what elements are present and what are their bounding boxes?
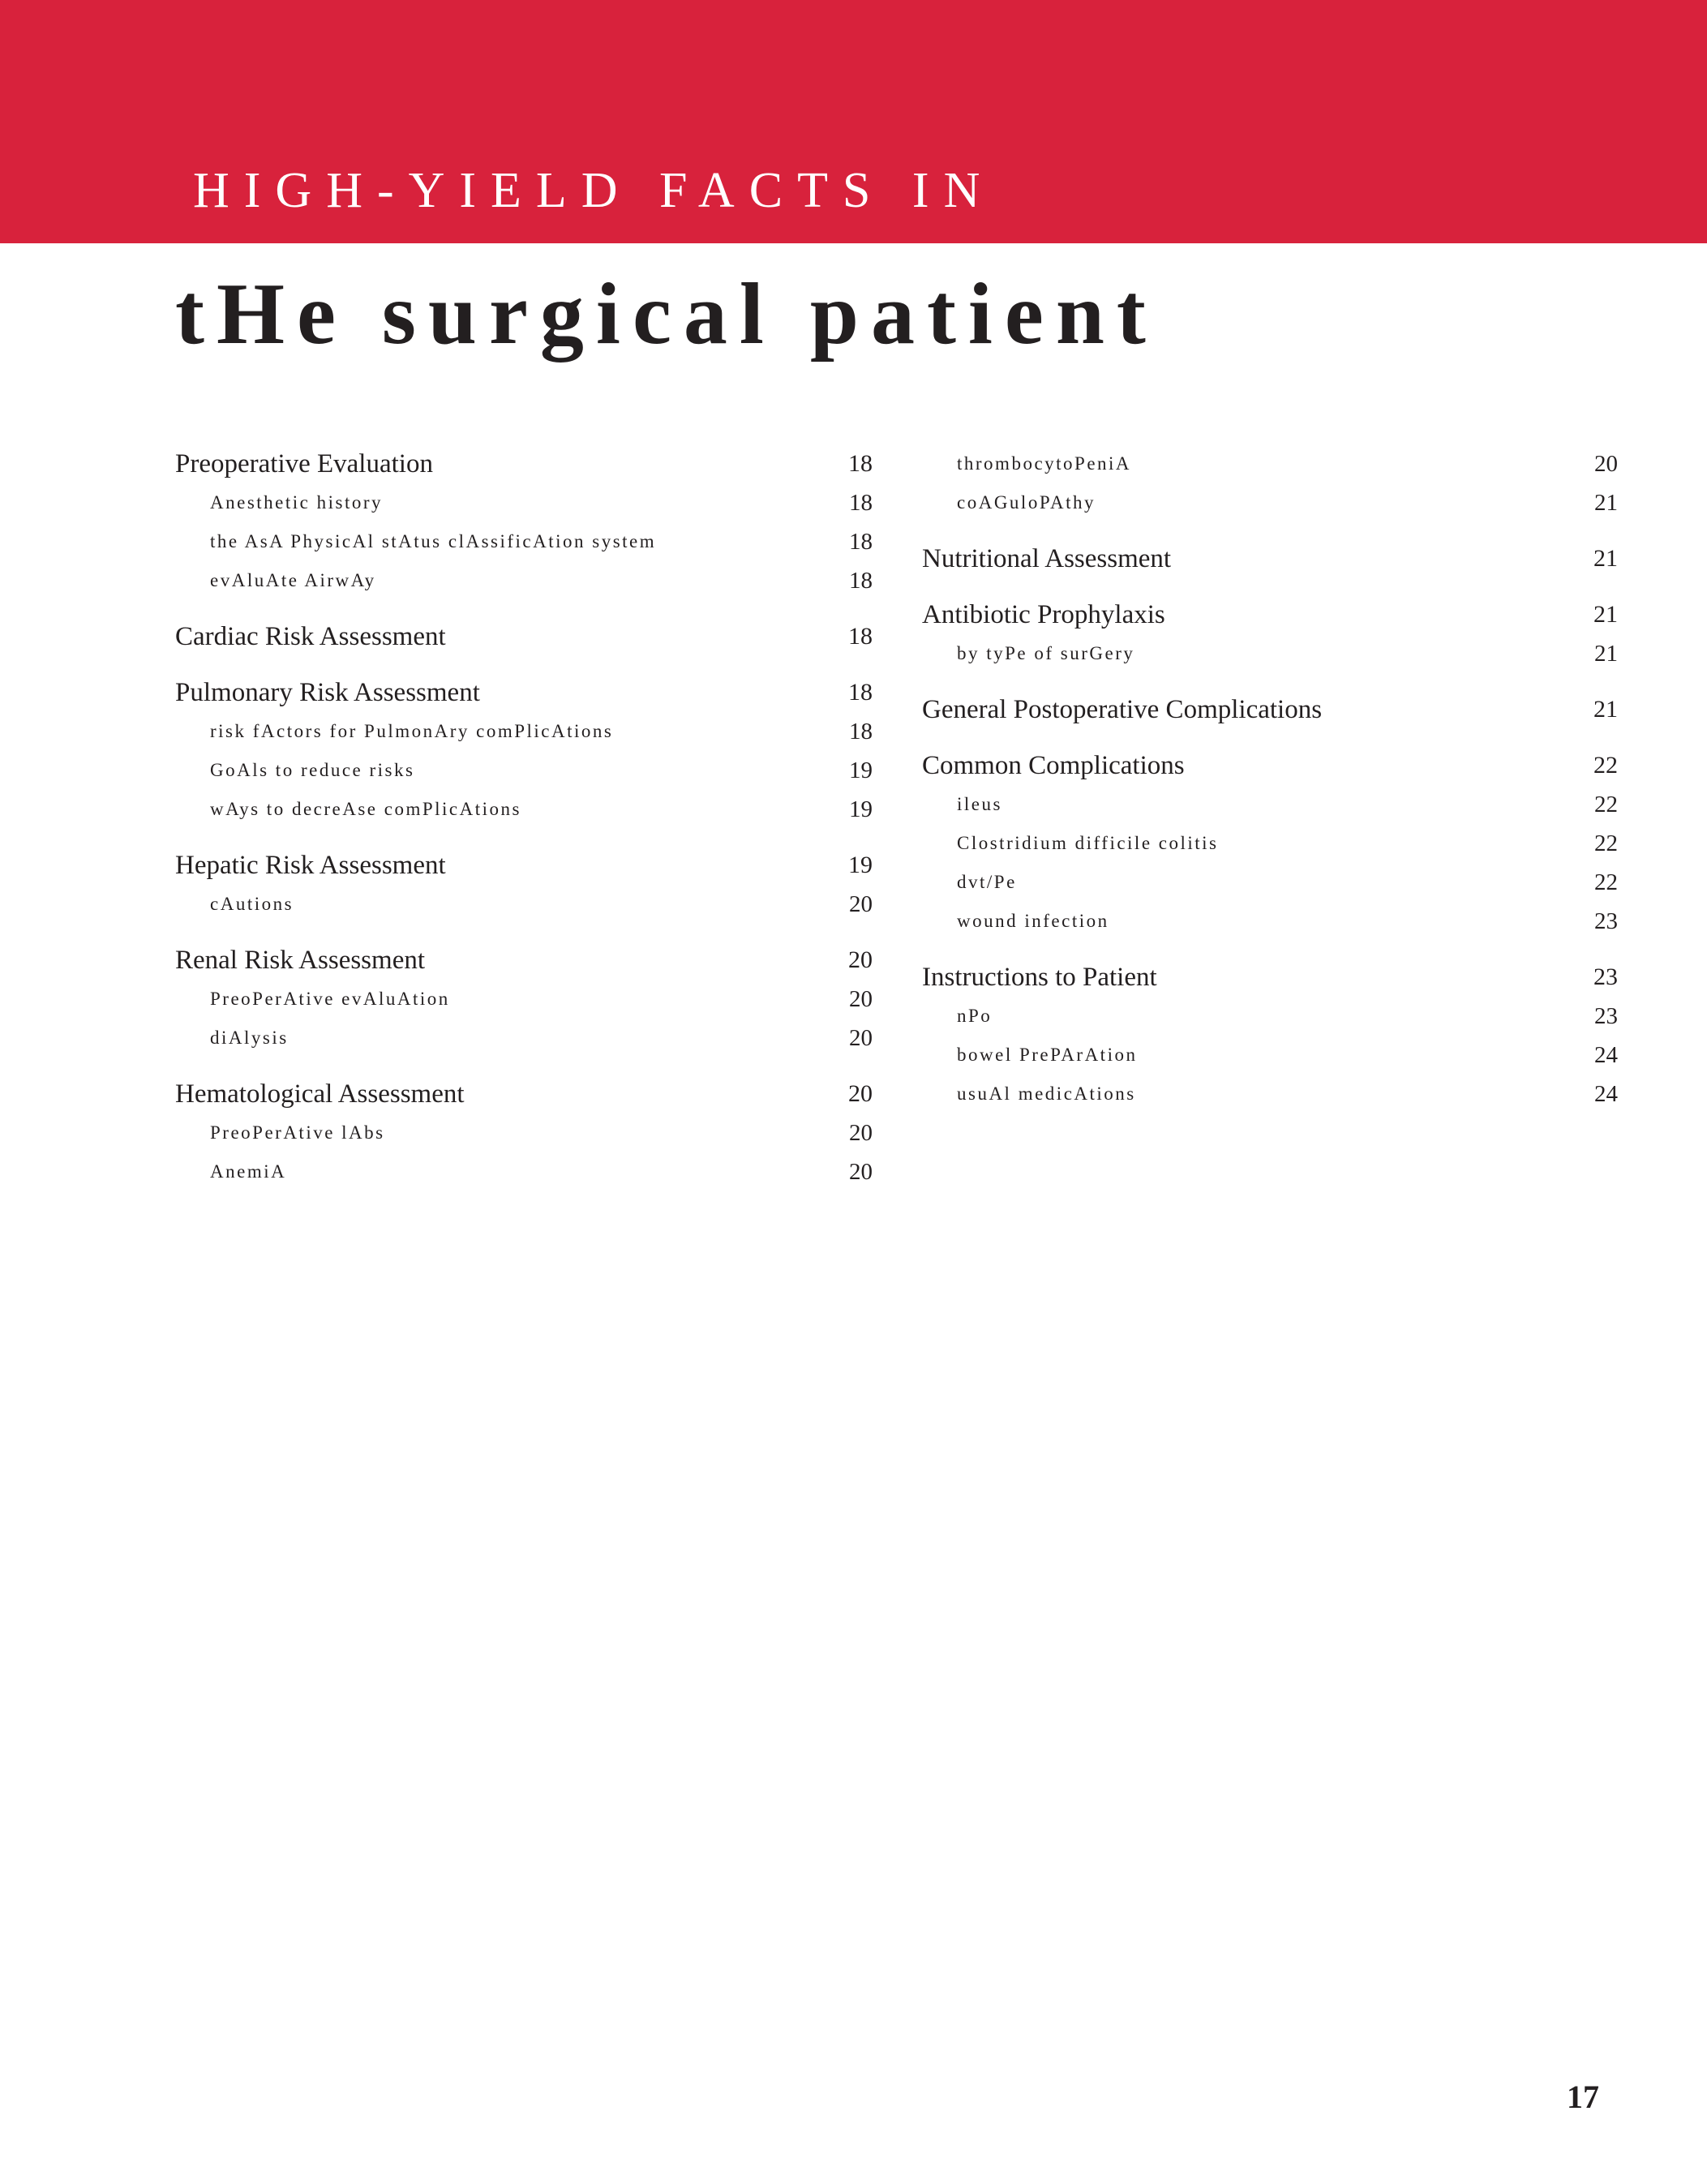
toc-entry-title: bowel PrePArAtion [957,1045,1138,1065]
toc-entry-title: Cardiac Risk Assessment [175,622,446,651]
toc-entry-title: Antibiotic Prophylaxis [922,600,1165,629]
toc-entry-page: 18 [849,490,873,516]
toc-subsection-entry [922,997,1618,1036]
toc-entry-title: ileus [957,794,1002,814]
toc-entry-page: 20 [848,1080,873,1107]
toc-subsection-entry [175,790,873,829]
toc-entry-page: 24 [1594,1042,1618,1068]
toc-entry-title: AnemiA [210,1161,287,1182]
toc-entry-title: coAGuloPAthy [957,492,1096,513]
toc-entry-page: 18 [849,568,873,594]
toc-entry-page: 18 [849,719,873,744]
toc-entry-page: 20 [848,946,873,973]
toc-entry-page: 18 [848,679,873,706]
toc-entry-page: 20 [849,891,873,917]
toc-entry-title: the AsA PhysicAl stAtus clAssificAtion system [210,531,657,551]
toc-entry-title: Renal Risk Assessment [175,946,426,975]
toc-entry-page: 22 [1594,792,1618,817]
toc-entry-title: diAlysis [210,1028,289,1048]
toc-section-entry [175,846,873,885]
toc-section-entry [922,595,1618,634]
toc-entry-page: 21 [1593,696,1618,723]
toc-entry-title: usuAl medicAtions [957,1083,1136,1104]
toc-subsection-entry [175,980,873,1019]
toc-subsection-entry [175,561,873,600]
chapter-banner [0,0,1707,243]
toc-entry-title: PreoPerAtive lAbs [210,1122,385,1143]
toc-subsection-entry [175,1113,873,1152]
toc-section-entry [922,958,1618,997]
toc-subsection-entry [922,634,1618,673]
toc-subsection-entry [922,863,1618,902]
toc-entry-page: 22 [1594,830,1618,856]
toc-subsection-entry [175,712,873,751]
toc-entry-title: Preoperative Evaluation [175,449,433,478]
toc-entry-page: 23 [1593,963,1618,990]
toc-entry-title: General Postoperative Complications [922,695,1323,724]
toc-entry-title: Pulmonary Risk Assessment [175,678,480,707]
toc-entry-title: wound infection [957,911,1109,931]
toc-entry-page: 21 [1593,601,1618,628]
toc-entry-title: Instructions to Patient [922,963,1157,992]
toc-entry-page: 21 [1593,545,1618,572]
toc-subsection-entry [922,483,1618,522]
toc-entry-title: GoAls to reduce risks [210,760,415,780]
toc-entry-page: 21 [1594,490,1618,516]
chapter-title: tHe surgical patient [175,266,1158,363]
page-number: 17 [1567,2079,1599,2115]
toc-entry-page: 19 [849,757,873,783]
toc-section-entry [175,1075,873,1113]
toc-entry-title: thrombocytoPeniA [957,453,1132,474]
toc-section-entry [922,539,1618,578]
toc-entry-page: 23 [1594,908,1618,934]
toc-subsection-entry [922,444,1618,483]
toc-entry-page: 18 [849,529,873,555]
toc-entry-title: risk fActors for PulmonAry comPlicAtions [210,721,614,741]
toc-subsection-entry [922,1075,1618,1113]
toc-entry-title: Common Complications [922,751,1185,780]
toc-entry-title: evAluAte AirwAy [210,570,376,590]
banner-heading: HIGH-YIELD FACTS IN [193,163,995,218]
toc-entry-title: Hepatic Risk Assessment [175,851,446,880]
toc-subsection-entry [175,751,873,790]
toc-entry-title: nPo [957,1006,993,1026]
toc-entry-page: 18 [848,623,873,650]
toc-subsection-entry [175,483,873,522]
toc-entry-page: 22 [1593,752,1618,779]
toc-section-entry [922,746,1618,785]
toc-entry-page: 19 [848,852,873,878]
toc-entry-title: Anesthetic history [210,492,383,513]
toc-subsection-entry [175,1019,873,1058]
toc-entry-title: PreoPerAtive evAluAtion [210,989,450,1009]
toc-subsection-entry [175,522,873,561]
toc-section-entry [175,617,873,656]
toc-subsection-entry [922,785,1618,824]
toc-section-entry [175,444,873,483]
toc-entry-title: wAys to decreAse comPlicAtions [210,799,521,819]
toc-section-entry [175,673,873,712]
toc-entry-page: 20 [849,1159,873,1185]
toc-entry-title: dvt/Pe [957,872,1017,892]
toc-section-entry [922,690,1618,729]
toc-right-column [922,444,1618,1113]
toc-entry-title: Hematological Assessment [175,1079,465,1109]
toc-entry-title: Clostridium difficile colitis [957,833,1219,853]
toc-entry-page: 21 [1594,641,1618,667]
toc-entry-page: 20 [1594,451,1618,477]
toc-entry-title: Nutritional Assessment [922,544,1172,573]
toc-entry-title: by tyPe of surGery [957,643,1135,663]
toc-entry-page: 20 [849,1120,873,1146]
toc-entry-page: 18 [848,450,873,477]
toc-entry-page: 20 [849,1025,873,1051]
toc-entry-page: 24 [1594,1081,1618,1107]
toc-entry-page: 20 [849,986,873,1012]
toc-entry-title: cAutions [210,894,294,914]
toc-subsection-entry [922,902,1618,941]
toc-left-column [175,444,873,1191]
toc-subsection-entry [922,824,1618,863]
toc-entry-page: 19 [849,796,873,822]
toc-subsection-entry [175,1152,873,1191]
toc-entry-page: 22 [1594,869,1618,895]
toc-subsection-entry [922,1036,1618,1075]
toc-section-entry [175,941,873,980]
toc-entry-page: 23 [1594,1003,1618,1029]
toc-subsection-entry [175,885,873,924]
